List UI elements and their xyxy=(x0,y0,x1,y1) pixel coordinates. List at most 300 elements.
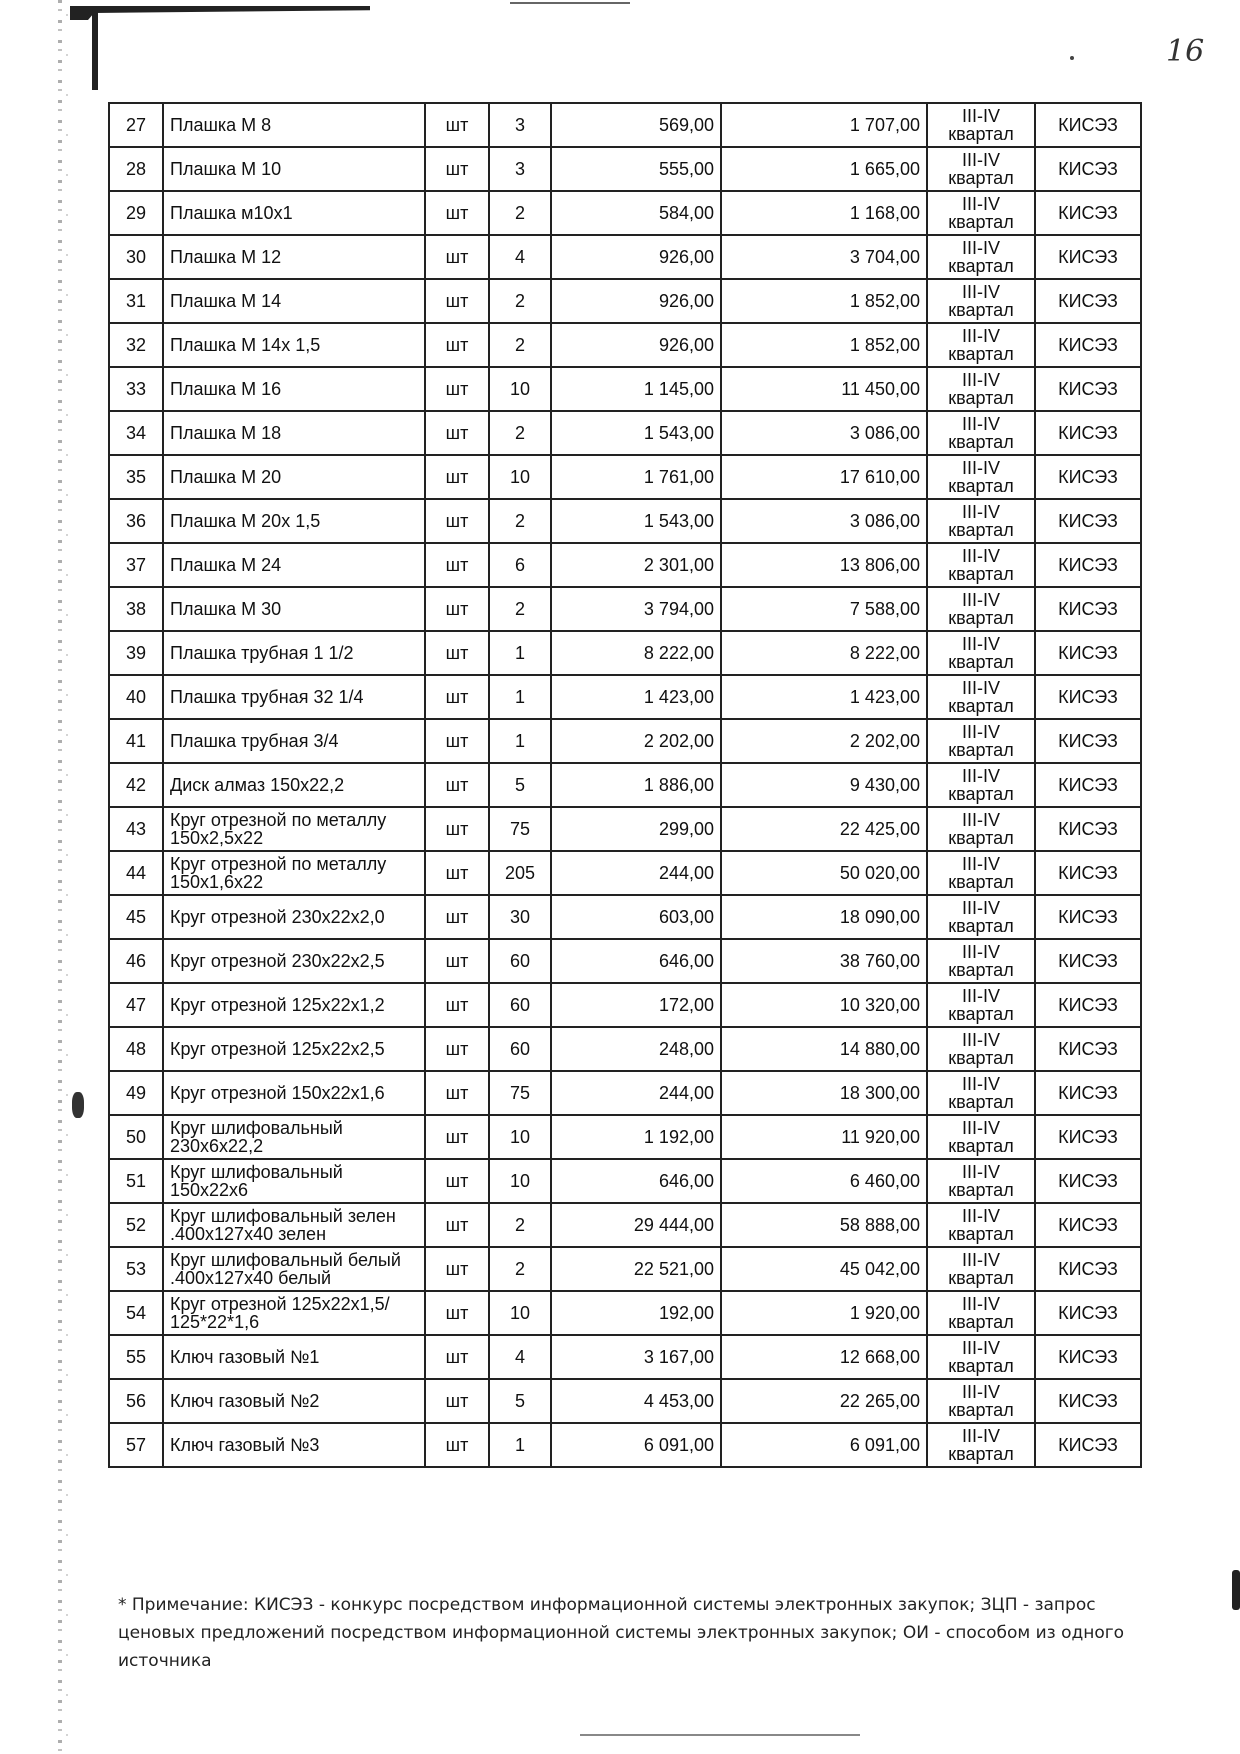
period-quarters: III-IV xyxy=(961,414,1000,434)
period-quarters: III-IV xyxy=(961,370,1000,390)
delivery-period-cell xyxy=(927,1335,1035,1379)
period-label: квартал xyxy=(948,872,1014,892)
period-quarters: III-IV xyxy=(961,1074,1000,1094)
total-sum-cell: 18 090,00 xyxy=(721,895,927,939)
period-label: квартал xyxy=(948,1224,1014,1244)
unit-cell: шт xyxy=(425,1335,489,1379)
total-sum-cell: 1 920,00 xyxy=(721,1291,927,1335)
total-sum-cell: 10 320,00 xyxy=(721,983,927,1027)
unit-price-cell: 3 167,00 xyxy=(551,1335,721,1379)
period-label: квартал xyxy=(948,1136,1014,1156)
table-row xyxy=(109,983,1141,1027)
row-number-cell: 39 xyxy=(109,631,163,675)
total-sum-cell: 3 086,00 xyxy=(721,499,927,543)
period-quarters: III-IV xyxy=(961,1382,1000,1402)
total-sum-cell: 2 202,00 xyxy=(721,719,927,763)
unit-price-cell: 299,00 xyxy=(551,807,721,851)
row-number-cell: 49 xyxy=(109,1071,163,1115)
row-number-cell: 41 xyxy=(109,719,163,763)
unit-cell: шт xyxy=(425,939,489,983)
period-quarters: III-IV xyxy=(961,326,1000,346)
period-quarters: III-IV xyxy=(961,106,1000,126)
quantity-cell: 205 xyxy=(489,851,551,895)
item-name-cell: Круг отрезной 150х22х1,6 xyxy=(163,1071,425,1115)
scan-hole-punch xyxy=(72,1092,84,1118)
quantity-cell: 2 xyxy=(489,1203,551,1247)
item-name-cell: Плашка М 20 xyxy=(163,455,425,499)
delivery-period-cell xyxy=(927,1071,1035,1115)
total-sum-cell: 22 425,00 xyxy=(721,807,927,851)
quantity-cell: 5 xyxy=(489,763,551,807)
procurement-method-cell: КИСЭЗ xyxy=(1035,147,1141,191)
period-label: квартал xyxy=(948,212,1014,232)
unit-price-cell: 1 886,00 xyxy=(551,763,721,807)
period-quarters: III-IV xyxy=(961,942,1000,962)
procurement-method-cell: КИСЭЗ xyxy=(1035,807,1141,851)
period-label: квартал xyxy=(948,1092,1014,1112)
unit-cell: шт xyxy=(425,191,489,235)
delivery-period-cell xyxy=(927,499,1035,543)
period-quarters: III-IV xyxy=(961,722,1000,742)
unit-price-cell: 646,00 xyxy=(551,1159,721,1203)
unit-cell: шт xyxy=(425,323,489,367)
period-quarters: III-IV xyxy=(961,1118,1000,1138)
delivery-period-cell xyxy=(927,323,1035,367)
table-row xyxy=(109,631,1141,675)
period-quarters: III-IV xyxy=(961,502,1000,522)
unit-cell: шт xyxy=(425,103,489,147)
period-quarters: III-IV xyxy=(961,194,1000,214)
item-name-cell: Круг шлифовальный зелен .400х127х40 зелен xyxy=(163,1203,425,1247)
unit-price-cell: 2 301,00 xyxy=(551,543,721,587)
unit-cell: шт xyxy=(425,763,489,807)
total-sum-cell: 58 888,00 xyxy=(721,1203,927,1247)
row-number-cell: 37 xyxy=(109,543,163,587)
period-label: квартал xyxy=(948,344,1014,364)
item-name-cell: Круг отрезной 125х22х1,2 xyxy=(163,983,425,1027)
unit-price-cell: 22 521,00 xyxy=(551,1247,721,1291)
unit-cell: шт xyxy=(425,1203,489,1247)
delivery-period-cell xyxy=(927,147,1035,191)
period-label: квартал xyxy=(948,916,1014,936)
row-number-cell: 51 xyxy=(109,1159,163,1203)
table-row xyxy=(109,191,1141,235)
row-number-cell: 28 xyxy=(109,147,163,191)
scan-edge-noise xyxy=(58,0,62,1754)
procurement-method-cell: КИСЭЗ xyxy=(1035,1115,1141,1159)
item-name-cell: Круг шлифовальный белый .400х127х40 белый xyxy=(163,1247,425,1291)
scan-bottom-dash xyxy=(580,1734,860,1736)
unit-cell: шт xyxy=(425,411,489,455)
quantity-cell: 2 xyxy=(489,587,551,631)
unit-price-cell: 603,00 xyxy=(551,895,721,939)
table-row xyxy=(109,1247,1141,1291)
total-sum-cell: 1 852,00 xyxy=(721,279,927,323)
unit-price-cell: 926,00 xyxy=(551,323,721,367)
unit-price-cell: 2 202,00 xyxy=(551,719,721,763)
table-row xyxy=(109,675,1141,719)
procurement-method-cell: КИСЭЗ xyxy=(1035,323,1141,367)
period-quarters: III-IV xyxy=(961,1294,1000,1314)
procurement-method-cell: КИСЭЗ xyxy=(1035,587,1141,631)
table-row xyxy=(109,455,1141,499)
unit-cell: шт xyxy=(425,1027,489,1071)
unit-price-cell: 1 192,00 xyxy=(551,1115,721,1159)
quantity-cell: 2 xyxy=(489,191,551,235)
period-label: квартал xyxy=(948,1048,1014,1068)
total-sum-cell: 1 665,00 xyxy=(721,147,927,191)
total-sum-cell: 1 423,00 xyxy=(721,675,927,719)
total-sum-cell: 9 430,00 xyxy=(721,763,927,807)
unit-cell: шт xyxy=(425,499,489,543)
item-name-cell: Плашка М 30 xyxy=(163,587,425,631)
quantity-cell: 30 xyxy=(489,895,551,939)
unit-cell: шт xyxy=(425,235,489,279)
period-label: квартал xyxy=(948,1312,1014,1332)
quantity-cell: 60 xyxy=(489,939,551,983)
unit-cell: шт xyxy=(425,631,489,675)
unit-cell: шт xyxy=(425,1071,489,1115)
unit-price-cell: 1 543,00 xyxy=(551,411,721,455)
table-row xyxy=(109,1071,1141,1115)
item-name-cell: Плашка М 14х 1,5 xyxy=(163,323,425,367)
table-row xyxy=(109,719,1141,763)
unit-cell: шт xyxy=(425,587,489,631)
item-name-cell: Круг отрезной 230х22х2,5 xyxy=(163,939,425,983)
total-sum-cell: 18 300,00 xyxy=(721,1071,927,1115)
period-quarters: III-IV xyxy=(961,150,1000,170)
delivery-period-cell xyxy=(927,719,1035,763)
delivery-period-cell xyxy=(927,1159,1035,1203)
period-quarters: III-IV xyxy=(961,810,1000,830)
period-label: квартал xyxy=(948,1444,1014,1464)
period-label: квартал xyxy=(948,1356,1014,1376)
total-sum-cell: 1 168,00 xyxy=(721,191,927,235)
row-number-cell: 27 xyxy=(109,103,163,147)
unit-cell: шт xyxy=(425,1291,489,1335)
unit-cell: шт xyxy=(425,1423,489,1467)
unit-price-cell: 926,00 xyxy=(551,235,721,279)
unit-cell: шт xyxy=(425,147,489,191)
total-sum-cell: 50 020,00 xyxy=(721,851,927,895)
item-name-cell: Круг отрезной 125х22х2,5 xyxy=(163,1027,425,1071)
table-row xyxy=(109,1159,1141,1203)
delivery-period-cell xyxy=(927,939,1035,983)
item-name-cell: Круг отрезной 230х22х2,0 xyxy=(163,895,425,939)
total-sum-cell: 45 042,00 xyxy=(721,1247,927,1291)
total-sum-cell: 13 806,00 xyxy=(721,543,927,587)
quantity-cell: 1 xyxy=(489,719,551,763)
quantity-cell: 2 xyxy=(489,279,551,323)
item-name-cell: Круг шлифовальный 230х6х22,2 xyxy=(163,1115,425,1159)
item-name-cell: Ключ газовый №2 xyxy=(163,1379,425,1423)
quantity-cell: 2 xyxy=(489,499,551,543)
procurement-method-cell: КИСЭЗ xyxy=(1035,1159,1141,1203)
unit-price-cell: 29 444,00 xyxy=(551,1203,721,1247)
page-number: 16 xyxy=(1166,34,1205,69)
total-sum-cell: 3 086,00 xyxy=(721,411,927,455)
scan-corner-mark xyxy=(70,6,370,20)
total-sum-cell: 14 880,00 xyxy=(721,1027,927,1071)
delivery-period-cell xyxy=(927,1027,1035,1071)
unit-cell: шт xyxy=(425,1159,489,1203)
unit-price-cell: 1 145,00 xyxy=(551,367,721,411)
quantity-cell: 10 xyxy=(489,1291,551,1335)
unit-price-cell: 192,00 xyxy=(551,1291,721,1335)
scan-corner-vertical xyxy=(92,10,98,90)
row-number-cell: 48 xyxy=(109,1027,163,1071)
period-quarters: III-IV xyxy=(961,238,1000,258)
period-label: квартал xyxy=(948,960,1014,980)
delivery-period-cell xyxy=(927,411,1035,455)
quantity-cell: 60 xyxy=(489,983,551,1027)
total-sum-cell: 6 091,00 xyxy=(721,1423,927,1467)
delivery-period-cell xyxy=(927,367,1035,411)
table-row xyxy=(109,543,1141,587)
unit-cell: шт xyxy=(425,367,489,411)
item-name-cell: Круг отрезной по металлу 150х2,5х22 xyxy=(163,807,425,851)
unit-price-cell: 3 794,00 xyxy=(551,587,721,631)
procurement-method-cell: КИСЭЗ xyxy=(1035,631,1141,675)
row-number-cell: 43 xyxy=(109,807,163,851)
item-name-cell: Плашка М 8 xyxy=(163,103,425,147)
delivery-period-cell xyxy=(927,983,1035,1027)
period-quarters: III-IV xyxy=(961,854,1000,874)
delivery-period-cell xyxy=(927,587,1035,631)
period-quarters: III-IV xyxy=(961,1338,1000,1358)
quantity-cell: 2 xyxy=(489,1247,551,1291)
unit-cell: шт xyxy=(425,851,489,895)
item-name-cell: Ключ газовый №1 xyxy=(163,1335,425,1379)
procurement-method-cell: КИСЭЗ xyxy=(1035,939,1141,983)
procurement-method-cell: КИСЭЗ xyxy=(1035,851,1141,895)
procurement-method-cell: КИСЭЗ xyxy=(1035,675,1141,719)
procurement-method-cell: КИСЭЗ xyxy=(1035,1247,1141,1291)
procurement-method-cell: КИСЭЗ xyxy=(1035,1335,1141,1379)
row-number-cell: 53 xyxy=(109,1247,163,1291)
delivery-period-cell xyxy=(927,895,1035,939)
table-row xyxy=(109,1291,1141,1335)
row-number-cell: 32 xyxy=(109,323,163,367)
period-quarters: III-IV xyxy=(961,766,1000,786)
period-quarters: III-IV xyxy=(961,678,1000,698)
period-quarters: III-IV xyxy=(961,1206,1000,1226)
table-row xyxy=(109,1423,1141,1467)
quantity-cell: 3 xyxy=(489,103,551,147)
table-row xyxy=(109,235,1141,279)
quantity-cell: 10 xyxy=(489,455,551,499)
quantity-cell: 5 xyxy=(489,1379,551,1423)
procurement-method-cell: КИСЭЗ xyxy=(1035,543,1141,587)
item-name-cell: Плашка трубная 1 1/2 xyxy=(163,631,425,675)
unit-price-cell: 244,00 xyxy=(551,1071,721,1115)
period-quarters: III-IV xyxy=(961,590,1000,610)
table-row xyxy=(109,1379,1141,1423)
unit-cell: шт xyxy=(425,807,489,851)
item-name-cell: Круг отрезной 125х22х1,5/ 125*22*1,6 xyxy=(163,1291,425,1335)
delivery-period-cell xyxy=(927,235,1035,279)
item-name-cell: Плашка трубная 3/4 xyxy=(163,719,425,763)
row-number-cell: 44 xyxy=(109,851,163,895)
item-name-cell: Плашка М 14 xyxy=(163,279,425,323)
table-row xyxy=(109,147,1141,191)
quantity-cell: 4 xyxy=(489,1335,551,1379)
scan-spot xyxy=(1070,56,1074,60)
row-number-cell: 57 xyxy=(109,1423,163,1467)
quantity-cell: 1 xyxy=(489,1423,551,1467)
unit-price-cell: 244,00 xyxy=(551,851,721,895)
item-name-cell: Диск алмаз 150х22,2 xyxy=(163,763,425,807)
period-label: квартал xyxy=(948,388,1014,408)
unit-cell: шт xyxy=(425,895,489,939)
period-quarters: III-IV xyxy=(961,1162,1000,1182)
period-quarters: III-IV xyxy=(961,898,1000,918)
period-label: квартал xyxy=(948,168,1014,188)
item-name-cell: Круг отрезной по металлу 150х1,6х22 xyxy=(163,851,425,895)
row-number-cell: 55 xyxy=(109,1335,163,1379)
row-number-cell: 45 xyxy=(109,895,163,939)
total-sum-cell: 7 588,00 xyxy=(721,587,927,631)
unit-price-cell: 584,00 xyxy=(551,191,721,235)
quantity-cell: 6 xyxy=(489,543,551,587)
period-label: квартал xyxy=(948,476,1014,496)
quantity-cell: 4 xyxy=(489,235,551,279)
procurement-method-cell: КИСЭЗ xyxy=(1035,1379,1141,1423)
period-quarters: III-IV xyxy=(961,986,1000,1006)
row-number-cell: 33 xyxy=(109,367,163,411)
total-sum-cell: 1 852,00 xyxy=(721,323,927,367)
quantity-cell: 10 xyxy=(489,367,551,411)
delivery-period-cell xyxy=(927,543,1035,587)
procurement-method-cell: КИСЭЗ xyxy=(1035,895,1141,939)
row-number-cell: 38 xyxy=(109,587,163,631)
row-number-cell: 29 xyxy=(109,191,163,235)
procurement-method-cell: КИСЭЗ xyxy=(1035,367,1141,411)
unit-price-cell: 1 543,00 xyxy=(551,499,721,543)
unit-price-cell: 646,00 xyxy=(551,939,721,983)
period-label: квартал xyxy=(948,608,1014,628)
delivery-period-cell xyxy=(927,103,1035,147)
table-row xyxy=(109,279,1141,323)
total-sum-cell: 6 460,00 xyxy=(721,1159,927,1203)
unit-cell: шт xyxy=(425,1379,489,1423)
procurement-method-cell: КИСЭЗ xyxy=(1035,983,1141,1027)
item-name-cell: Круг шлифовальный 150х22х6 xyxy=(163,1159,425,1203)
row-number-cell: 56 xyxy=(109,1379,163,1423)
procurement-method-cell: КИСЭЗ xyxy=(1035,103,1141,147)
unit-price-cell: 1 761,00 xyxy=(551,455,721,499)
period-quarters: III-IV xyxy=(961,546,1000,566)
total-sum-cell: 11 450,00 xyxy=(721,367,927,411)
procurement-method-cell: КИСЭЗ xyxy=(1035,1071,1141,1115)
quantity-cell: 10 xyxy=(489,1115,551,1159)
procurement-method-cell: КИСЭЗ xyxy=(1035,763,1141,807)
total-sum-cell: 17 610,00 xyxy=(721,455,927,499)
unit-price-cell: 248,00 xyxy=(551,1027,721,1071)
delivery-period-cell xyxy=(927,1115,1035,1159)
unit-price-cell: 926,00 xyxy=(551,279,721,323)
unit-price-cell: 172,00 xyxy=(551,983,721,1027)
unit-price-cell: 1 423,00 xyxy=(551,675,721,719)
period-label: квартал xyxy=(948,784,1014,804)
quantity-cell: 2 xyxy=(489,411,551,455)
total-sum-cell: 11 920,00 xyxy=(721,1115,927,1159)
delivery-period-cell xyxy=(927,1379,1035,1423)
scan-top-dash xyxy=(510,2,630,4)
delivery-period-cell xyxy=(927,675,1035,719)
quantity-cell: 75 xyxy=(489,807,551,851)
item-name-cell: Ключ газовый №3 xyxy=(163,1423,425,1467)
procurement-method-cell: КИСЭЗ xyxy=(1035,191,1141,235)
unit-cell: шт xyxy=(425,1247,489,1291)
delivery-period-cell xyxy=(927,191,1035,235)
unit-cell: шт xyxy=(425,719,489,763)
period-quarters: III-IV xyxy=(961,1030,1000,1050)
item-name-cell: Плашка м10х1 xyxy=(163,191,425,235)
delivery-period-cell xyxy=(927,851,1035,895)
scan-edge-noise-secondary xyxy=(66,0,68,1754)
row-number-cell: 54 xyxy=(109,1291,163,1335)
period-label: квартал xyxy=(948,124,1014,144)
period-label: квартал xyxy=(948,828,1014,848)
period-quarters: III-IV xyxy=(961,1250,1000,1270)
unit-price-cell: 569,00 xyxy=(551,103,721,147)
unit-cell: шт xyxy=(425,983,489,1027)
total-sum-cell: 3 704,00 xyxy=(721,235,927,279)
unit-price-cell: 8 222,00 xyxy=(551,631,721,675)
quantity-cell: 2 xyxy=(489,323,551,367)
period-quarters: III-IV xyxy=(961,282,1000,302)
delivery-period-cell xyxy=(927,1203,1035,1247)
unit-price-cell: 4 453,00 xyxy=(551,1379,721,1423)
table-row xyxy=(109,939,1141,983)
period-label: квартал xyxy=(948,1400,1014,1420)
item-name-cell: Плашка М 20х 1,5 xyxy=(163,499,425,543)
procurement-method-cell: КИСЭЗ xyxy=(1035,455,1141,499)
table-row xyxy=(109,1203,1141,1247)
delivery-period-cell xyxy=(927,1247,1035,1291)
goods-table xyxy=(108,102,1142,1468)
period-label: квартал xyxy=(948,1180,1014,1200)
table-row xyxy=(109,499,1141,543)
table-row xyxy=(109,103,1141,147)
total-sum-cell: 1 707,00 xyxy=(721,103,927,147)
table-row xyxy=(109,587,1141,631)
procurement-method-cell: КИСЭЗ xyxy=(1035,279,1141,323)
quantity-cell: 75 xyxy=(489,1071,551,1115)
total-sum-cell: 12 668,00 xyxy=(721,1335,927,1379)
table-row xyxy=(109,851,1141,895)
table-row xyxy=(109,1027,1141,1071)
quantity-cell: 10 xyxy=(489,1159,551,1203)
row-number-cell: 40 xyxy=(109,675,163,719)
delivery-period-cell xyxy=(927,1291,1035,1335)
total-sum-cell: 8 222,00 xyxy=(721,631,927,675)
period-label: квартал xyxy=(948,432,1014,452)
table-row xyxy=(109,807,1141,851)
procurement-method-cell: КИСЭЗ xyxy=(1035,1423,1141,1467)
item-name-cell: Плашка М 18 xyxy=(163,411,425,455)
row-number-cell: 34 xyxy=(109,411,163,455)
row-number-cell: 36 xyxy=(109,499,163,543)
unit-price-cell: 555,00 xyxy=(551,147,721,191)
total-sum-cell: 38 760,00 xyxy=(721,939,927,983)
unit-cell: шт xyxy=(425,279,489,323)
scan-edge-blot xyxy=(1232,1570,1240,1610)
delivery-period-cell xyxy=(927,279,1035,323)
table-row xyxy=(109,1335,1141,1379)
delivery-period-cell xyxy=(927,631,1035,675)
